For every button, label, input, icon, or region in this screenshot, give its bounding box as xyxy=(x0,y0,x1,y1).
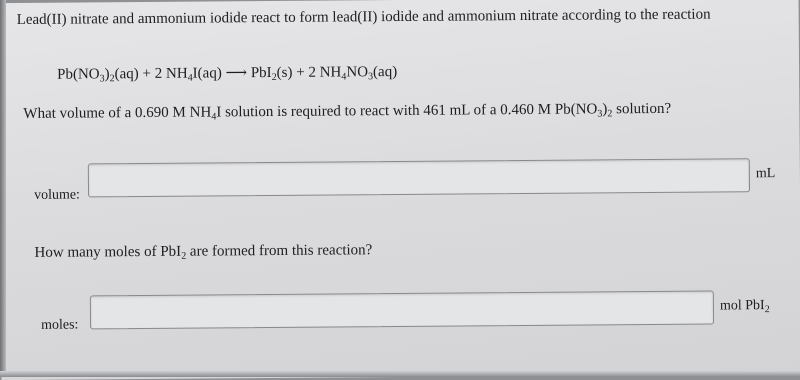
q2-part: are formed from this reaction? xyxy=(186,242,373,260)
eq-part: (aq) + 2 NH xyxy=(114,65,188,83)
question-volume xyxy=(23,101,671,124)
q1-subscript: 2 xyxy=(607,108,613,120)
moles-input[interactable] xyxy=(90,291,714,330)
eq-part: ) xyxy=(104,66,110,83)
eq-part: Pb(NO xyxy=(57,66,100,83)
eq-part: (s) + 2 NH xyxy=(276,64,342,81)
question-moles xyxy=(34,242,372,263)
q1-part: ) xyxy=(602,101,608,118)
eq-subscript: 2 xyxy=(109,73,115,85)
moles-label: moles: xyxy=(41,317,79,333)
moles-unit-subscript: 2 xyxy=(764,304,770,316)
eq-subscript: 3 xyxy=(368,71,374,83)
eq-subscript: 2 xyxy=(271,71,277,84)
moles-unit-text: mol PbI xyxy=(719,298,765,314)
reaction-arrow-icon: ⟶ xyxy=(225,65,248,82)
volume-unit: mL xyxy=(755,166,776,182)
q1-part: I solution is required to react with 461 mL of a 0.460 M Pb(NO xyxy=(216,101,598,121)
eq-subscript: 4 xyxy=(187,72,193,84)
eq-subscript: 3 xyxy=(99,73,105,85)
q2-part: How many moles of PbI xyxy=(34,243,182,261)
reaction-equation xyxy=(57,62,397,85)
q2-subscript: 2 xyxy=(181,250,187,262)
eq-subscript: 4 xyxy=(341,71,347,83)
moles-unit xyxy=(720,298,770,315)
q1-part: What volume of a 0.690 M NH xyxy=(23,104,212,122)
screen-bezel-left xyxy=(0,0,6,377)
q1-subscript: 3 xyxy=(597,108,603,120)
eq-part: PbI xyxy=(250,65,272,82)
volume-input[interactable] xyxy=(88,158,750,197)
problem-intro: Lead(II) nitrate and ammonium iodide react to form lead(II) iodide and ammonium nitrate according to the reaction xyxy=(16,6,711,29)
eq-part: NO xyxy=(346,64,369,81)
screen-bezel-bottom xyxy=(0,371,800,377)
q1-part: solution? xyxy=(612,100,672,118)
q1-subscript: 4 xyxy=(211,111,217,123)
eq-part: (aq) xyxy=(372,64,398,81)
volume-label: volume: xyxy=(33,187,80,203)
eq-part: I(aq) xyxy=(192,65,222,82)
